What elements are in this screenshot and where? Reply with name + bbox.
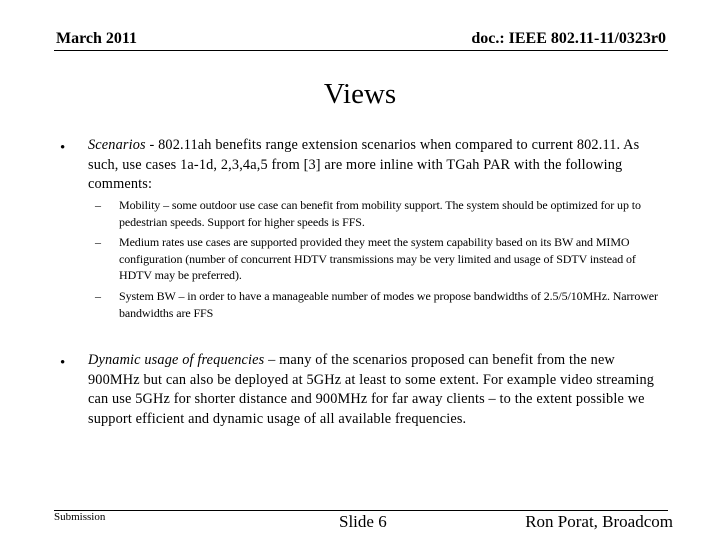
bullet-1-lead: Scenarios <box>88 137 146 153</box>
header-rule <box>54 50 668 51</box>
bullet-icon: • <box>60 140 66 156</box>
subitem-3: System BW – in order to have a manageable number of modes we propose bandwidths of 2.5/5/10MHz. Narrower bandwidths are FFS <box>119 289 658 320</box>
dash-icon: – <box>95 235 101 249</box>
footer-author: Ron Porat, Broadcom <box>525 512 673 531</box>
bullet-2-text <box>88 351 664 429</box>
subitem-2: Medium rates use cases are supported provided they meet the system capability based on its BW and MIMO configuration (number of concurrent HDTV transmissions may be very limited and usage of SDTV instead of HDTV may be preferred). <box>119 235 636 283</box>
header-date: March 2011 <box>56 30 138 47</box>
bullet-1-body: - 802.11ah benefits range extension scenarios when compared to current 802.11. As such, use cases 1a-1d, 2,3,4a,5 from [3] are more inline with TGah PAR with the following comments: <box>88 137 640 192</box>
dash-icon: – <box>95 289 101 303</box>
slide-title: Views <box>323 78 397 110</box>
subitem-1: Mobility – some outdoor use case can benefit from mobility support. The system should be optimized for up to pedestrian speeds. Support for higher speeds is FFS. <box>119 198 641 229</box>
bullet-2-body: – many of the scenarios proposed can benefit from the new 900MHz but can also be deployed at 5GHz at least to some extent. For example video streaming can use 5GHz for shorter distance and 900MHz for far away clients – to the extent possible we support efficient and dynamic usage of all available frequencies. <box>88 352 655 427</box>
bullet-2-lead: Dynamic usage of frequencies <box>88 352 265 368</box>
footer-slide-number: Slide 6 <box>339 512 387 531</box>
bullet-1-text <box>88 136 664 195</box>
header-doc-id: doc.: IEEE 802.11-11/0323r0 <box>471 30 666 47</box>
footer-submission: Submission <box>54 511 106 523</box>
footer-rule <box>54 510 668 511</box>
bullet-icon: • <box>60 355 66 371</box>
dash-icon: – <box>95 198 101 212</box>
